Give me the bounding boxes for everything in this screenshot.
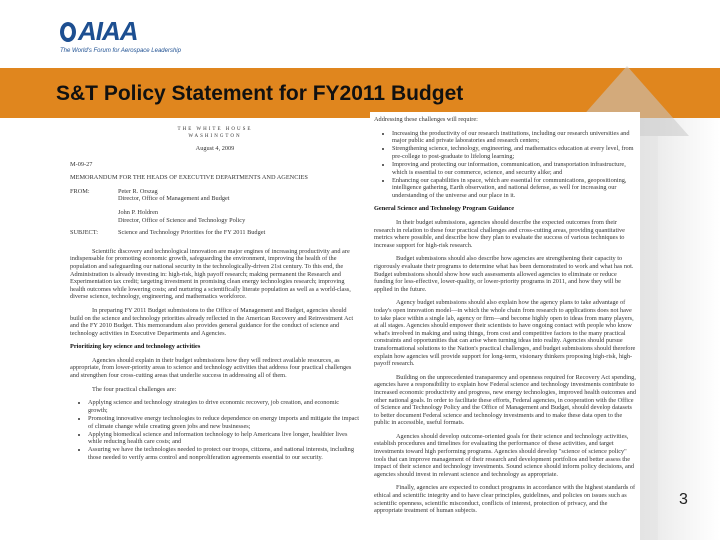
logo-tagline: The World's Forum for Aerospace Leadership [60,48,181,54]
slide-title: S&T Policy Statement for FY2011 Budget [56,82,464,105]
memo-to: MEMORANDUM FOR THE HEADS OF EXECUTIVE DEPARTMENTS AND AGENCIES [70,174,308,182]
from1-name: Peter R. Orszag [118,187,158,195]
memo-paragraph: In their budget submissions, agencies should describe the expected outcomes from their research in relation to these four practical challenges and cross-cutting areas, providing quantitative metrics where possible, and describe how they plan to evaluate the success of various techniques to increase support for high-risk research. [374,219,625,249]
memo-heading: Prioritizing key science and technology activities [70,343,201,351]
memo-paragraph: In preparing FY 2011 Budget submissions to the Office of Management and Budget, agencies should build on the science and technology priorities already reflected in the American Recovery and Reinvestment Act and the FY 2010 Budget. This memorandum also provides general guidance for the conduct of science and technology activities in Executive Departments and Agencies. [70,306,354,337]
from2-name: John P. Holdren [118,208,159,216]
list-item: • Enhancing our capabilities in space, which are essential for communications, geopositioning, intelligence gathering, Earth observation, and national defense, as well for increasing our understanding of the universe and our place in it. [392,177,636,200]
list-item: • Applying biomedical science and information technology to help Americans live longer, healthier lives while reducing health care costs; and [88,431,360,446]
memo-paragraph: Addressing these challenges will require: [374,116,478,123]
challenges-list [70,399,360,461]
from1-title: Director, Office of Management and Budget [118,195,230,203]
from2-title: Director, Office of Science and Technology Policy [118,216,246,224]
memo-number: M-09-27 [70,160,93,168]
list-item: • Promoting innovative energy technologies to reduce dependence on energy imports and mitigate the impact of climate change while creating green jobs and new businesses; [88,415,360,430]
aiaa-logo [60,14,180,60]
list-item: • Improving and protecting our information, communication, and transportation infrastructure, which is essential to our commerce, science, and security alike; and [392,161,636,176]
memo-from-row [70,188,360,224]
memo-heading: General Science and Technology Program Guidance [374,205,514,213]
subject-text: Science and Technology Priorities for the FY 2011 Budget [118,229,266,237]
memo-paragraph: Agencies should develop outcome-oriented goals for their science and technology activities, establish procedures and timelines for evaluating the performance of these activities, and target investments toward high performing programs. Agencies should develop "science of science policy" tools that can improve management of their research and development portfolios and better assess the impact of their science and technology investments. Sound science should inform policy decisions, and agencies should invest in relevant science and technology as appropriate. [374,432,635,478]
logo-mark [60,16,138,47]
logo-text: AIAA [78,16,138,46]
memo-header-city: WASHINGTON [188,134,242,139]
list-item: • Increasing the productivity of our research institutions, including our research universities and major public and private laboratories and research centers; [392,130,636,145]
subject-label: SUBJECT: [70,229,99,237]
list-item: • Assuring we have the technologies needed to protect our troops, citizens, and national interests, including those needed to verify arms control and nonproliferation agreements essential to our security. [88,446,360,461]
memo-date: August 4, 2009 [195,145,235,152]
memo-page-2 [370,112,640,540]
list-item: • Strengthening science, technology, engineering, and mathematics education at every level, from pre-college to post-graduate to lifelong learning; [392,145,636,160]
memo-paragraph: Agencies should explain in their budget submissions how they will redirect available resources, as appropriate, from lower-priority areas to science and technology activities that address four practical challenges and strengthen four cross-cutting areas that underlie success in addressing all of them. [70,356,352,380]
memo-page-1 [60,118,370,540]
memo-subject-row [70,229,360,237]
memo-paragraph: The four practical challenges are: [92,385,177,393]
logo-swirl-icon [60,22,76,42]
memo-paragraph: Finally, agencies are expected to conduct programs in accordance with the highest standards of ethical and scientific integrity and to have clear principles, guidelines, and policies on issues such as scientific openness, scientific misconduct, conflicts of interest, protection of privacy, and the appropriate treatment of human subjects. [374,484,636,515]
from-label: FROM: [70,187,90,195]
memo-header: THE WHITE HOUSE [177,127,253,132]
from-block [118,188,245,224]
memo-paragraph: Building on the unprecedented transparency and openness required for Recovery Act spending, agencies have a responsibility to explain how Federal science and technology investments contribute to increased economic productivity and progress, new energy technologies, improved health outcomes and other national goals. In order to facilitate these efforts, Federal agencies, in cooperation with the Office of Science and Technology Policy and the Office of Management and Budget, should develop datasets to better document Federal science and technology investments and to make these data open to the public in accessible, useful formats. [374,373,637,427]
page-number: 3 [679,491,688,508]
memo-paragraph: Agency budget submissions should also explain how the agency plans to take advantage of today's open innovation model—in which the whole chain from research to applications does not have to take place within a single lab, agency or firm—and become highly open to ideas from many players, at all stages. Agencies should empower their scientists to have ongoing contact with people who know what's involved in making and using things, from cost and competitive factors to the many practical constraints and opportunities that can arise when turning ideas into reality. Agencies should pursue transformational solutions to the Nation's practical challenges, and budget submissions should therefore explain how agencies will provide support for long-term, visionary thinkers proposing high-risk, high-payoff research. [374,299,636,368]
memo-paragraph: Scientific discovery and technological innovation are major engines of increasing productivity and are indispensable for promoting economic growth, safeguarding the environment, improving the health of the population and safeguarding our national security in the technologically-driven 21st century. To this end, the Administration is already investing in: high-risk, high payoff research; making permanent the Research and Experimentation tax credit; targeting investment in promising clean energy technologies research; improving health outcomes while lowering costs; and nurturing a scientifically literate population as well as a world-class, diverse science, technology, engineering, and mathematics workforce. [70,247,351,301]
memo-paragraph: Budget submissions should also describe how agencies are strengthening their capacity to rigorously evaluate their programs to determine what has been demonstrated to work and what has not. Budget submissions should show how such assessments allowed agencies to eliminate or reduce funding for less-effective, lower-quality, or lower-priority programs in 2011, and how they will be applied in the future. [374,255,634,293]
requirements-list [374,130,636,200]
list-item: • Applying science and technology strategies to drive economic recovery, job creation, and economic growth; [88,399,360,414]
